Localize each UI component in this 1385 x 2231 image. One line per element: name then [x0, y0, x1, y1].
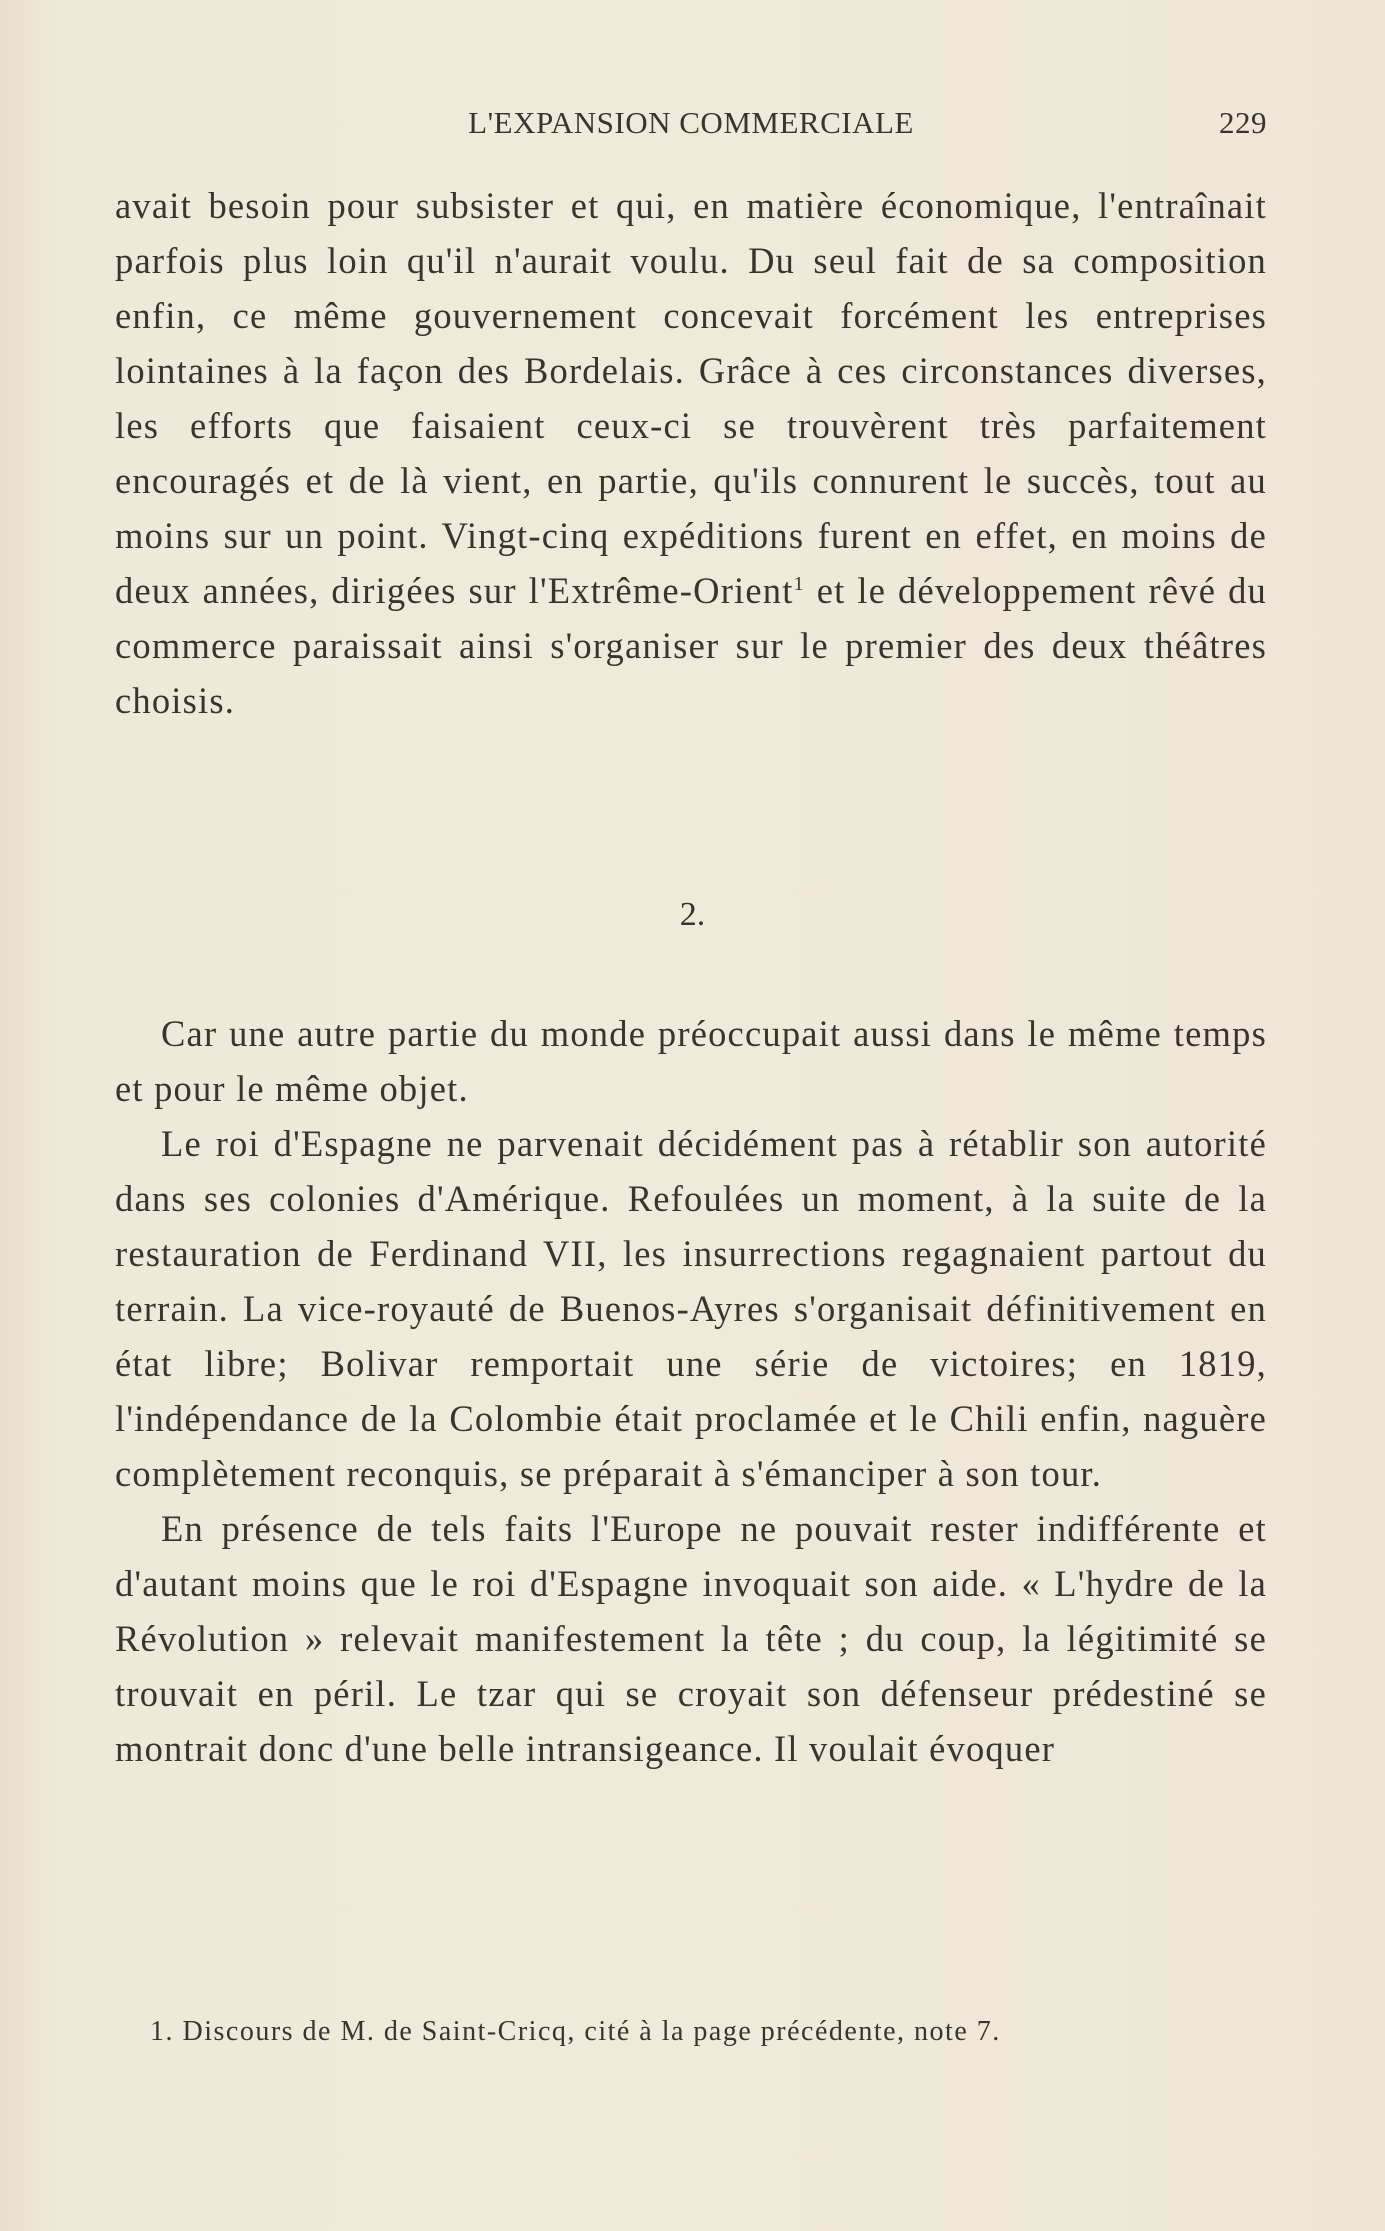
page-number: 229	[1219, 105, 1267, 140]
section-number: 2.	[679, 896, 706, 933]
paragraph: En présence de tels faits l'Europe ne pouvait rester indifférente et d'autant moins que le roi d'Espagne invoquait son aide. « L'hydre de la Révolution » relevait manifestement la tête ; du coup, la légitimité se trouvait en péril. Le tzar qui se croyait son défenseur prédestiné se montrait donc d'une belle intransigeance. Il voulait évoquer	[115, 1508, 1267, 1769]
paragraph: Car une autre partie du monde préoccupait aussi dans le même temps et pour le même objet.	[115, 1013, 1267, 1109]
paragraph-text-tail: et le développement rêvé du commerce paraissait ainsi s'organiser sur le premier des deux théâtres choisis.	[115, 570, 1267, 721]
text-block-section	[115, 1006, 1267, 1776]
footnote	[150, 2016, 1250, 2048]
paragraph-text: avait besoin pour subsister et qui, en matière économique, l'entraînait parfois plus loin qu'il n'aurait voulu. Du seul fait de sa composition enfin, ce même gouvernement concevait forcément les entreprises lointaines à la façon des Bordelais. Grâce à ces circonstances diverses, les efforts que faisaient ceux-ci se trouvèrent très parfaitement encouragés et de là vient, en partie, qu'ils connurent le succès, tout au moins sur un point. Vingt-cinq expéditions furent en effet, en moins de deux années, dirigées sur l'Extrême-Orient	[115, 185, 1267, 611]
footnote-reference: 1	[793, 572, 805, 595]
footnote-marker: 1.	[150, 2016, 174, 2047]
paragraph: Le roi d'Espagne ne parvenait décidément pas à rétablir son autorité dans ses colonies d'Amérique. Refoulées un moment, à la suite de la restauration de Ferdinand VII, les insurrections regagnaient partout du terrain. La vice-royauté de Buenos-Ayres s'organisait définitivement en état libre; Bolivar remportait une série de victoires; en 1819, l'indépendance de la Colombie était proclamée et le Chili enfin, naguère complètement reconquis, se préparait à s'émanciper à son tour.	[115, 1123, 1267, 1494]
running-head	[115, 105, 1267, 145]
running-title: L'EXPANSION COMMERCIALE	[468, 105, 914, 140]
text-block-top	[115, 178, 1267, 728]
footnote-text: Discours de M. de Saint-Cricq, cité à la page précédente, note 7.	[182, 2016, 1001, 2047]
paragraph	[115, 178, 1267, 728]
